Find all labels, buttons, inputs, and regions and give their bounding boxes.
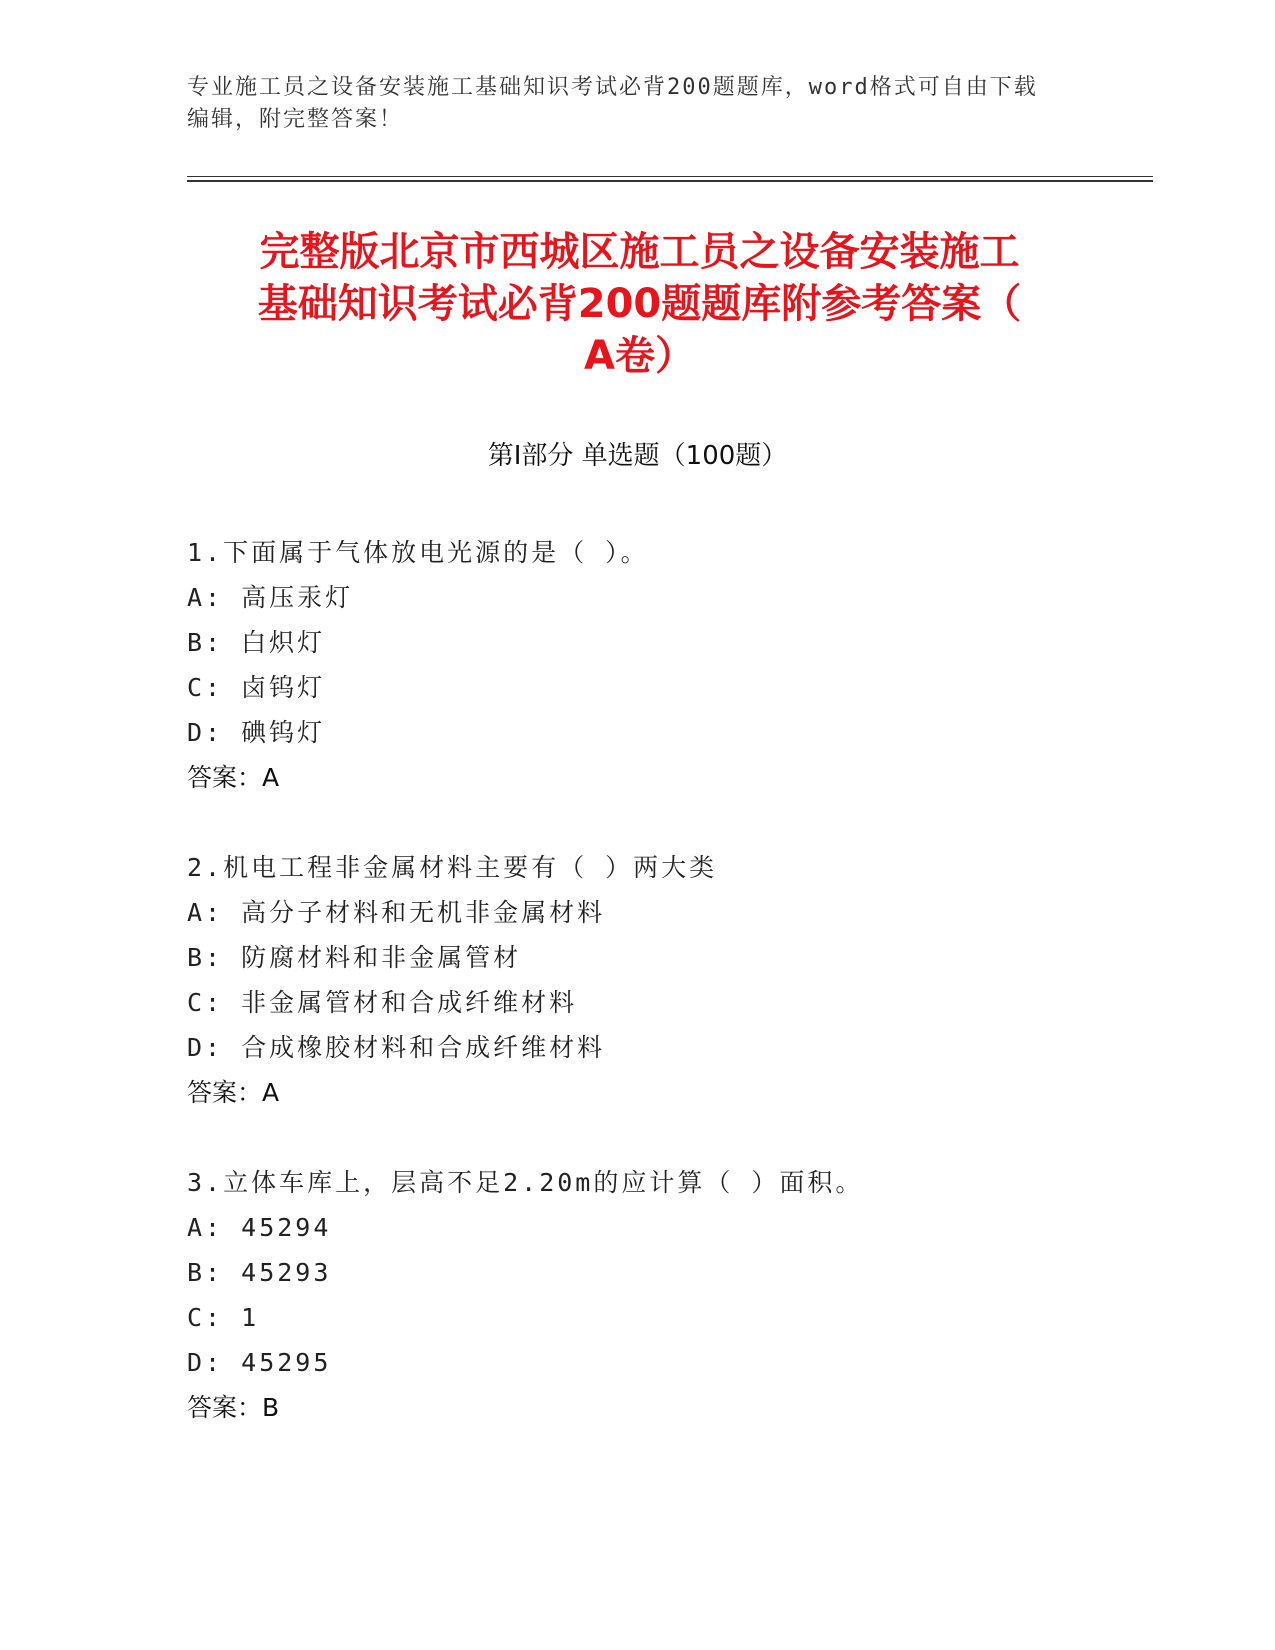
header-line-1: 专业施工员之设备安装施工基础知识考试必背200题题库，word格式可自由下载 [187,75,1038,100]
question-item [187,1160,1087,1430]
option-b: B: 防腐材料和非金属管材 [187,943,522,972]
option-c: C: 卤钨灯 [187,673,326,702]
option-b: B: 45293 [187,1258,332,1287]
option-d: D: 碘钨灯 [187,718,326,747]
header-divider-thick [187,180,1153,182]
option-d: D: 合成橡胶材料和合成纤维材料 [187,1033,606,1062]
question-stem: 1.下面属于气体放电光源的是（ ）。 [187,538,649,567]
title-line-1: 完整版北京市西城区施工员之设备安装施工 [259,229,1020,275]
option-a: A: 高分子材料和无机非金属材料 [187,898,606,927]
option-a: A: 45294 [187,1213,332,1242]
answer-text: 答案：A [187,763,280,792]
question-item [187,530,1087,800]
option-c: C: 非金属管材和合成纤维材料 [187,988,578,1017]
answer-text: 答案：B [187,1393,280,1422]
header-line-2: 编辑，附完整答案！ [187,107,404,132]
title-line-3: A卷） [584,333,695,379]
answer-text: 答案：A [187,1078,280,1107]
document-title [187,226,1092,382]
option-a: A: 高压汞灯 [187,583,354,612]
option-c: C: 1 [187,1303,260,1332]
option-d: D: 45295 [187,1348,332,1377]
question-item [187,845,1087,1115]
question-list [187,530,1087,1475]
question-stem: 2.机电工程非金属材料主要有（ ）两大类 [187,853,718,882]
question-stem: 3.立体车库上，层高不足2.20m的应计算（ ）面积。 [187,1168,864,1197]
option-b: B: 白炽灯 [187,628,326,657]
header-divider-thin [187,176,1153,177]
section-title: 第Ⅰ部分 单选题（100题） [487,441,788,471]
title-line-2: 基础知识考试必背200题题库附参考答案（ [257,281,1022,327]
document-header [187,72,1077,136]
